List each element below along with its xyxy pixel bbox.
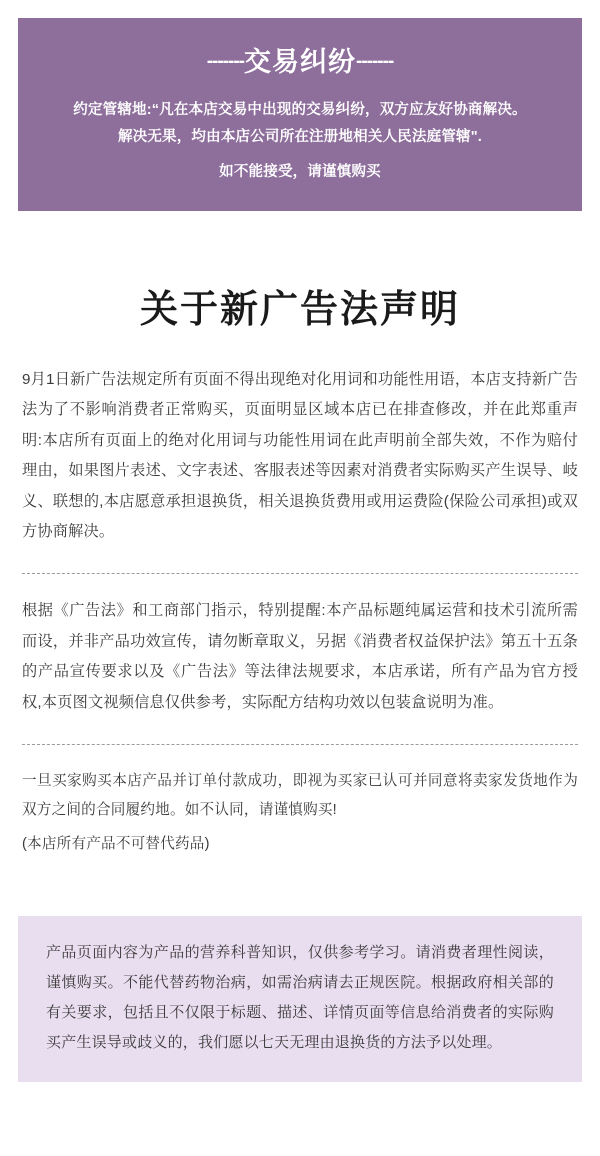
banner-dash-left: ------- [206, 51, 244, 72]
page-title: 关于新广告法声明 [139, 289, 460, 331]
banner-title-text: 交易纠纷 [244, 47, 356, 77]
banner-title [42, 40, 558, 79]
banner-line-1: 约定管辖地:“凡在本店交易中出现的交易纠纷，双方应友好协商解决。 [73, 102, 527, 118]
disclaimer-text: 产品页面内容为产品的营养科普知识，仅供参考学习。请消费者理性阅读，谨慎购买。不能代替药物治病，如需治病请去正规医院。根据政府相关部的有关要求，包括且不仅限于标题、描述、详情页面等信息给消费者的实际购买产生误导或歧义的，我们愿以七天无理由退换货的方法予以处理。 [46, 944, 554, 1051]
paragraph-not-medicine: (本店所有产品不可替代药品) [22, 835, 210, 852]
divider-1 [22, 573, 578, 574]
banner-line-3: 如不能接受，请谨慎购买 [219, 163, 381, 180]
paragraph-advertising-law: 9月1日新广告法规定所有页面不得出现绝对化用词和功能性用语，本店支持新广告法为了不影响消费者正常购买，页面明显区域本店已在排查修改，并在此郑重声明:本店所有页面上的绝对化用词与功能性用词在此声明前全部失效，不作为赔付理由，如果图片表述、文字表述、客服表述等因素对消费者实际购买产生误导、岐义、联想的,本店愿意承担退换货，相关退换货费用或用运费险(保险公司承担)或双方协商解决。 [22, 371, 578, 541]
main-content [18, 365, 582, 858]
disclaimer-note [18, 916, 582, 1082]
trade-dispute-banner [18, 18, 582, 211]
divider-2 [22, 744, 578, 745]
banner-dash-right: ------- [356, 51, 394, 72]
paragraph-contract-place: 一旦买家购买本店产品并订单付款成功，即视为买家已认可并同意将卖家发货地作为双方之间的合同履约地。如不认同，请谨慎购买! [22, 773, 578, 818]
paragraph-product-claims: 根据《广告法》和工商部门指示，特别提醒:本产品标题纯属运营和技术引流所需而设，并非产品功效宣传，请勿断章取义，另据《消费者权益保护法》第五十五条的产品宣传要求以及《广告法》等法律法规要求，本店承诺，所有产品为官方授权,本页图文视频信息仅供参考，实际配方结构功效以包装盒说明为准。 [22, 602, 578, 711]
banner-line-2: 解决无果，均由本店公司所在注册地相关人民法庭管辖". [117, 128, 483, 145]
